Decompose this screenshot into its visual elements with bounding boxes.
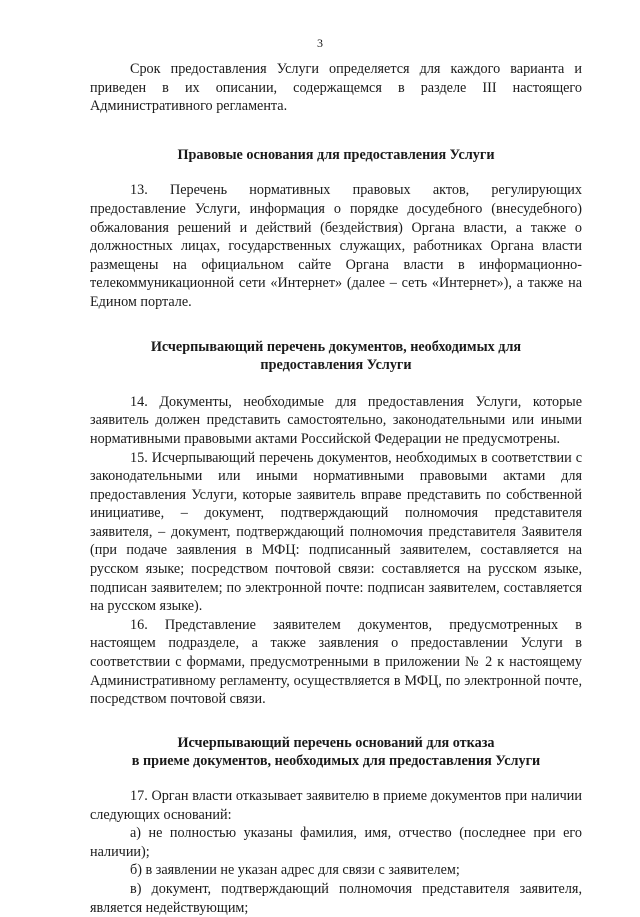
- paragraph-17: 17. Орган власти отказывает заявителю в приеме документов при наличии следующих оснований:: [90, 788, 582, 823]
- heading-refusal-line-1: Исчерпывающий перечень оснований для отказа: [177, 734, 495, 751]
- paragraph-14: 14. Документы, необходимые для предоставления Услуги, которые заявитель должен представить самостоятельно, законодательными или иными нормативными правовыми актами Российской Федерации не предусмотрены.: [90, 393, 582, 447]
- heading-documents-list: [90, 338, 582, 375]
- list-item-a: а) не полностью указаны фамилия, имя, отчество (последнее при его наличии);: [90, 825, 582, 860]
- heading-documents-line-1: Исчерпывающий перечень документов, необходимых для: [150, 338, 522, 355]
- page-number: 3: [317, 36, 323, 50]
- paragraph-15: 15. Исчерпывающий перечень документов, необходимых в соответствии с законодательными или иными нормативными правовыми актами для предоставления Услуги, которые заявитель вправе представить по собственной инициативе, – документ, подтверждающий полномочия представителя заявителя, – документ, подтверждающий полномочия представителя Заявителя (при подаче заявления в МФЦ: подписанный заявителем, составляется на русском языке; посредством почтовой связи: составляется на русском языке, подписан заявителем; по электронной почте: подписан заявителем, составляется на русском языке).: [90, 449, 582, 615]
- heading-legal-basis: Правовые основания для предоставления Услуги: [177, 146, 495, 163]
- heading-refusal-line-2: в приеме документов, необходимых для предоставления Услуги: [131, 753, 541, 770]
- paragraph-13: 13. Перечень нормативных правовых актов, регулирующих предоставление Услуги, информация о порядке досудебного (внесудебного) обжалования решений и действий (бездействия) Органа власти, а также о должностных лицах, государственных служащих, работниках Органа власти размещены на официальном сайте Органа власти в информационно-телекоммуникационной сети «Интернет» (далее – сеть «Интернет»), а также на Едином портале.: [90, 182, 582, 310]
- heading-refusal-grounds: [90, 734, 582, 771]
- document-body: [90, 60, 582, 917]
- paragraph-16: 16. Представление заявителем документов, предусмотренных в настоящем подразделе, а также заявления о предоставлении Услуги в соответствии с формами, предусмотренными в приложении № 2 к настоящему Административному регламенту, осуществляется в МФЦ, по электронной почте, посредством почтовой связи.: [90, 616, 582, 708]
- heading-documents-line-2: предоставления Услуги: [260, 357, 412, 374]
- paragraph-term: Срок предоставления Услуги определяется для каждого варианта и приведен в их описании, содержащемся в разделе III настоящего Административного регламента.: [90, 61, 582, 115]
- list-item-c: в) документ, подтверждающий полномочия представителя заявителя, является недействующим;: [90, 880, 582, 916]
- list-item-b: б) в заявлении не указан адрес для связи с заявителем;: [130, 862, 460, 879]
